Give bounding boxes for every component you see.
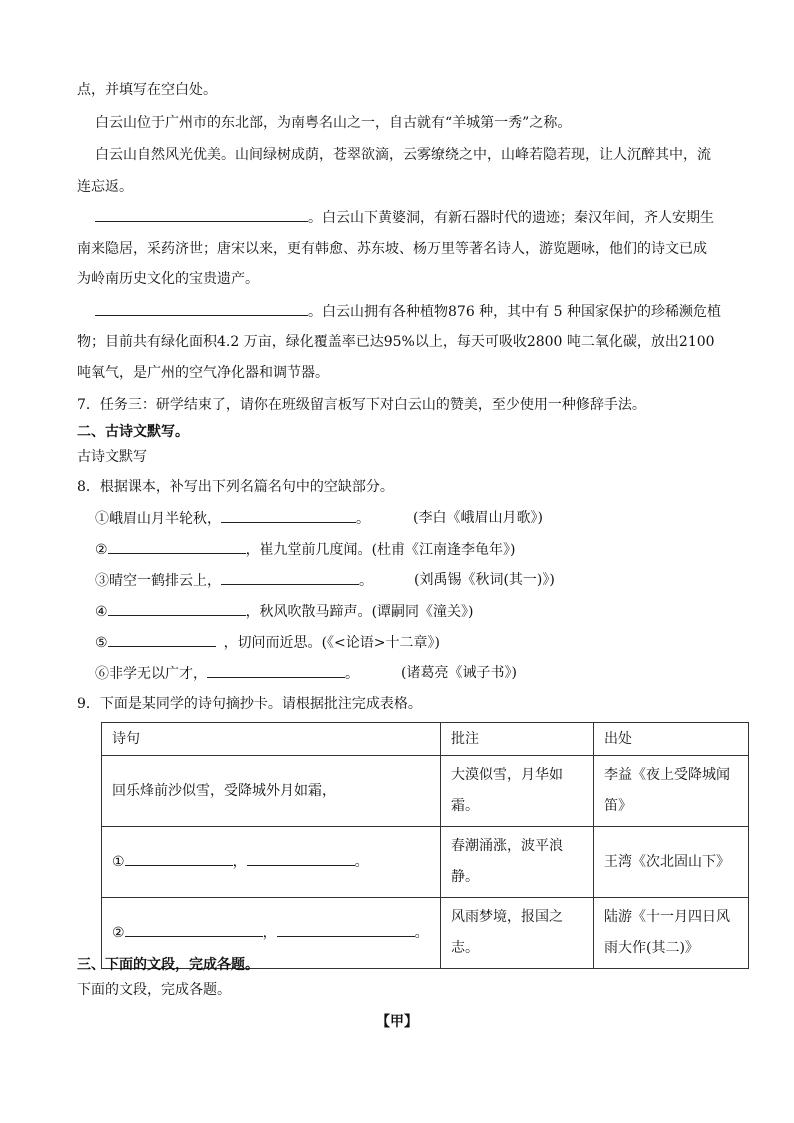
q8-item: ② ，崔九堂前几度闻。(杜甫《江南逢李龟年》) [95,539,516,560]
intro-line: 物；目前共有绿化面积4.2 万亩，绿化覆盖率已达95%以上，每天可吸收2800 吨二氧化碳，放出2100 [77,334,715,350]
table-header-row [102,723,749,756]
poem-cell: ② ， 。 [102,898,441,969]
source-cell: 王湾《次北固山下》 [594,827,749,898]
section-subtitle: 下面的文段，完成各题。 [77,982,231,998]
table-row [102,756,749,827]
table-header: 诗句 [102,723,441,756]
q8-source: (刘禹锡《秋词(其一)》) [414,572,555,588]
answer-blank[interactable] [95,207,308,222]
answer-blank[interactable] [247,851,355,866]
section-heading: 二、古诗文默写。 [77,424,189,440]
poem-cell: 回乐烽前沙似雪，受降城外月如霜， [102,756,441,827]
answer-blank[interactable] [108,601,246,616]
question-7: 7．任务三：研学结束了，请你在班级留言板写下对白云山的赞美，至少使用一种修辞手法。 [77,397,646,413]
passage-label: 【甲】 [376,1014,418,1030]
intro-line: 为岭南历史文化的宝贵遗产。 [77,271,259,287]
intro-line: 点，并填写在空白处。 [77,82,217,98]
intro-line: 南来隐居，采药济世；唐宋以来，更有韩愈、苏东坡、杨万里等著名诗人，游览题咏，他们的诗文已成 [77,241,707,257]
answer-blank[interactable] [95,301,308,316]
answer-blank[interactable] [125,851,233,866]
poem-cell: ① ， 。 [102,827,441,898]
intro-paragraph-blank-line: 。白云山拥有各种植物876 种，其中有 5 种国家保护的珍稀濒危植 [95,301,721,322]
intro-line: 白云山自然风光优美。山间绿树成荫，苍翠欲滴，云雾缭绕之中，山峰若隐若现，让人沉醉其中，流 [95,147,711,163]
answer-blank[interactable] [125,922,263,937]
excerpt-card-table [101,722,749,969]
question-8-stem: 8．根据课本，补写出下列名篇名句中的空缺部分。 [77,479,394,495]
note-cell: 大漠似雪，月华如 霜。 [441,756,594,827]
intro-line: 连忘返。 [77,179,133,195]
q8-item: ⑤ ，切问而近思。(《<论语>十二章》) [95,632,440,653]
answer-blank[interactable] [207,663,345,678]
q8-item: ⑥非学无以广才， 。 [95,663,359,684]
answer-blank[interactable] [108,632,216,647]
section-subtitle: 古诗文默写 [77,449,147,465]
answer-blank[interactable] [108,539,246,554]
note-cell: 风雨梦境，报国之 志。 [441,898,594,969]
intro-paragraph-blank-line: 。白云山下黄婆洞，有新石器时代的遗迹；秦汉年间，齐人安期生 [95,207,714,228]
question-9-stem: 9．下面是某同学的诗句摘抄卡。请根据批注完成表格。 [77,696,422,712]
intro-line: 吨氧气，是广州的空气净化器和调节器。 [77,365,329,381]
table-header: 批注 [441,723,594,756]
answer-blank[interactable] [277,922,415,937]
intro-line: 白云山位于广州市的东北部，为南粤名山之一，自古就有“羊城第一秀”之称。 [95,115,572,131]
q8-source: (诸葛亮《诫子书》) [401,665,517,681]
source-cell: 李益《夜上受降城闻 笛》 [594,756,749,827]
note-cell: 春潮涌涨，波平浪 静。 [441,827,594,898]
q8-item: ③晴空一鹤排云上， 。 [95,570,373,591]
source-cell: 陆游《十一月四日风 雨大作(其二)》 [594,898,749,969]
table-header: 出处 [594,723,749,756]
answer-blank[interactable] [221,570,359,585]
q8-source: (李白《峨眉山月歌》) [413,510,543,526]
table-row [102,827,749,898]
section-heading: 三、下面的文段，完成各题。 [77,957,259,973]
q8-item: ④ ，秋风吹散马蹄声。(谭嗣同《潼关》) [95,601,474,622]
q8-item: ①峨眉山月半轮秋， 。 [95,508,370,529]
answer-blank[interactable] [221,508,356,523]
